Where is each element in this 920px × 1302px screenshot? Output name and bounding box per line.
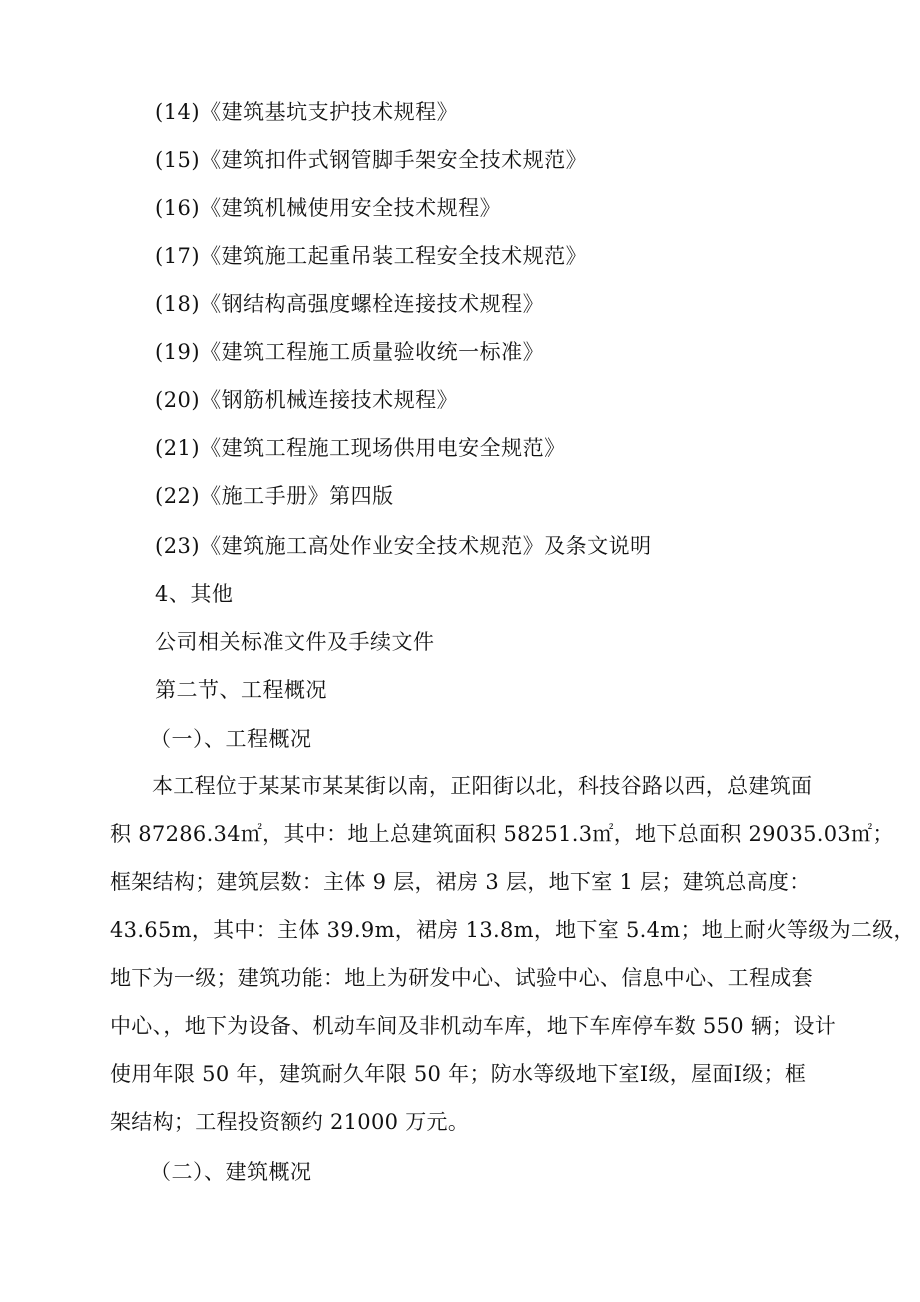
item-title: 《建筑工程施工质量验收统一标准》 bbox=[200, 340, 545, 364]
overview-line bbox=[110, 762, 830, 810]
item-title: 《建筑施工起重吊装工程安全技术规范》 bbox=[200, 244, 588, 268]
overview-line bbox=[110, 858, 830, 906]
overview-line-text: 中心、，地下为设备、机动车间及非机动车库，地下车库停车数 550 辆；设计 bbox=[110, 1014, 837, 1038]
overview-line bbox=[110, 1098, 830, 1146]
standard-item-23 bbox=[155, 532, 652, 560]
item-title: 《钢结构高强度螺栓连接技术规程》 bbox=[200, 292, 545, 316]
standard-item-16 bbox=[155, 194, 501, 222]
overview-paragraph bbox=[110, 762, 915, 1146]
item-title: 《建筑基坑支护技术规程》 bbox=[200, 100, 459, 124]
overview-line-text: 积 87286.34㎡，其中：地上总建筑面积 58251.3㎡，地下总面积 29035.03㎡； bbox=[110, 822, 894, 846]
standard-item-15 bbox=[155, 146, 587, 174]
item-number: (19) bbox=[155, 340, 201, 364]
item-number: (18) bbox=[155, 292, 201, 316]
item-number: (23) bbox=[155, 534, 201, 558]
overview-line-text: 本工程位于某某市某某街以南，正阳街以北，科技谷路以西，总建筑面 bbox=[152, 774, 813, 798]
overview-line-text: 地下为一级；建筑功能：地上为研发中心、试验中心、信息中心、工程成套 bbox=[110, 966, 813, 990]
overview-line bbox=[110, 810, 894, 858]
item-title: 《建筑施工高处作业安全技术规范》及条文说明 bbox=[200, 534, 652, 558]
overview-line-text: 使用年限 50 年，建筑耐久年限 50 年；防水等级地下室Ⅰ级，屋面Ⅰ级；框 bbox=[110, 1062, 807, 1086]
overview-line-text: 框架结构；建筑层数：主体 9 层，裙房 3 层，地下室 1 层；建筑总高度： bbox=[110, 870, 811, 894]
item-title: 《钢筋机械连接技术规程》 bbox=[200, 388, 459, 412]
item-number: (21) bbox=[155, 436, 201, 460]
other-text: 公司相关标准文件及手续文件 bbox=[155, 630, 435, 654]
item-number: (14) bbox=[155, 100, 201, 124]
standard-item-14 bbox=[155, 98, 458, 126]
overview-line bbox=[110, 1002, 837, 1050]
item-number: (22) bbox=[155, 484, 201, 508]
overview-line bbox=[110, 906, 915, 954]
overview-line bbox=[110, 954, 830, 1002]
standard-item-22 bbox=[155, 482, 394, 510]
standard-item-19 bbox=[155, 338, 544, 366]
item-title: 《建筑扣件式钢管脚手架安全技术规范》 bbox=[200, 148, 588, 172]
item-number: (16) bbox=[155, 196, 201, 220]
item-number: (15) bbox=[155, 148, 201, 172]
item-title: 《建筑机械使用安全技术规程》 bbox=[200, 196, 502, 220]
standard-item-17 bbox=[155, 242, 587, 270]
standard-item-18 bbox=[155, 290, 544, 318]
item-number: (17) bbox=[155, 244, 201, 268]
subsection-building-title: （二）、建筑概况 bbox=[150, 1160, 312, 1184]
item-number: (20) bbox=[155, 388, 201, 412]
standard-item-21 bbox=[155, 434, 566, 462]
overview-line-text: 43.65m，其中：主体 39.9m，裙房 13.8m，地下室 5.4m；地上耐火等级为二级， bbox=[110, 918, 915, 942]
subsection-overview-title: （一）、工程概况 bbox=[150, 727, 312, 751]
item-title: 《建筑工程施工现场供用电安全规范》 bbox=[200, 436, 566, 460]
overview-line-text: 架结构；工程投资额约 21000 万元。 bbox=[110, 1110, 470, 1134]
overview-line bbox=[110, 1050, 830, 1098]
standard-item-20 bbox=[155, 386, 458, 414]
other-heading: 4、其他 bbox=[155, 582, 234, 606]
section-title: 第二节、工程概况 bbox=[155, 678, 327, 702]
item-title: 《施工手册》第四版 bbox=[200, 484, 394, 508]
